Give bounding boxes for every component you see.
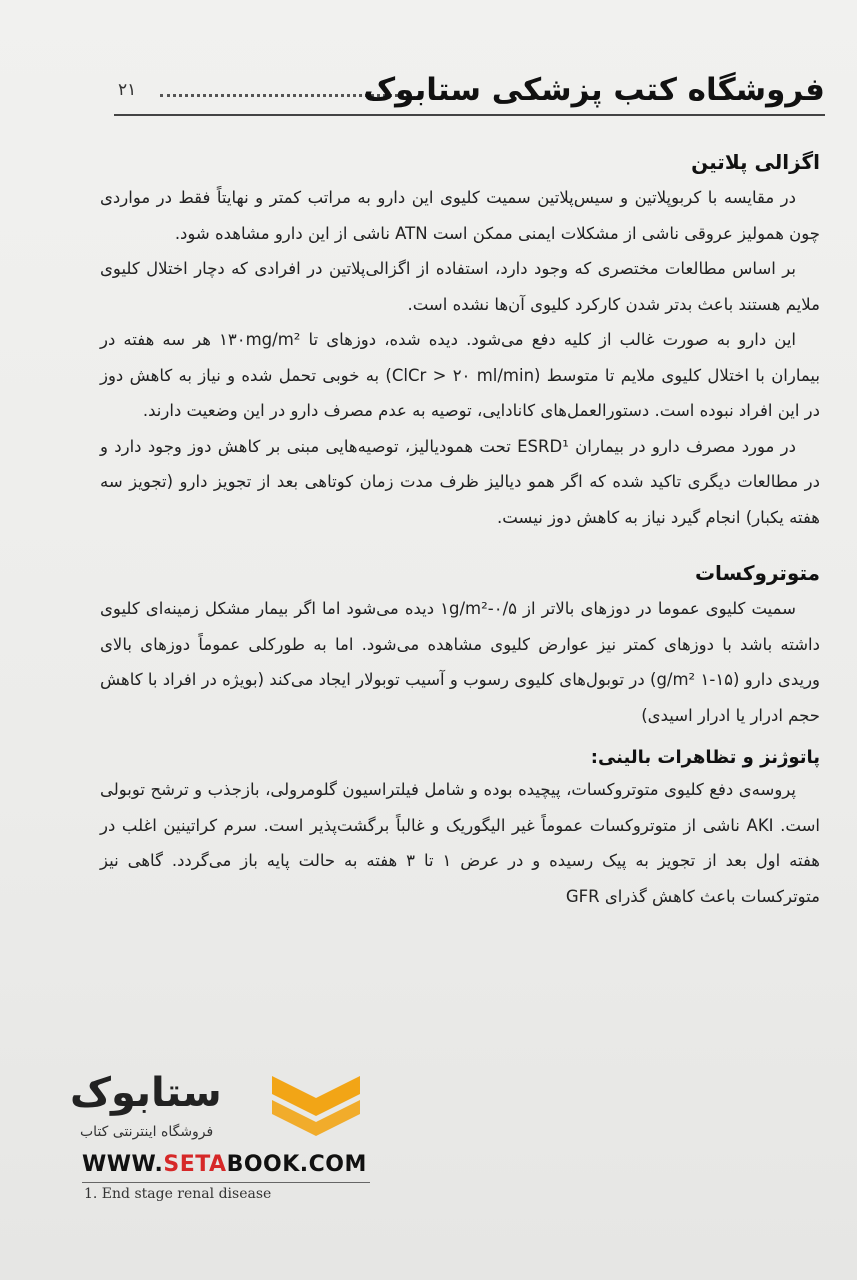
footnote: 1. End stage renal disease <box>84 1186 272 1202</box>
paragraph: این دارو به صورت غالب از کلیه دفع می‌شود. دیده شده، دوزهای تا ۱۳۰mg/m² هر سه هفته در بیماران با اختلال کلیوی ملایم تا متوسط (ClCr > ۲۰ ml/min) به خوبی تحمل شده و نیاز به کاهش دوز در این افراد نبوده است. دستورالعمل‌های کانادایی، توصیه به عدم مصرف دارو در این وضعیت دارند. <box>100 330 820 420</box>
url-suffix: BOOK.COM <box>226 1152 367 1177</box>
website-url <box>82 1152 367 1177</box>
logo-wordmark: ستابوک <box>70 1070 222 1116</box>
header-rule <box>114 114 825 116</box>
page-number: ۲۱ <box>118 80 137 100</box>
page-header <box>100 72 825 112</box>
book-chevron-icon <box>270 1068 362 1138</box>
logo-subtitle: فروشگاه اینترنتی کتاب <box>80 1124 214 1140</box>
page-body <box>100 150 820 914</box>
url-highlight: SETA <box>163 1152 227 1177</box>
section-title-methotrexate: متوتروکسات <box>694 561 820 585</box>
paragraph: پروسه‌ی دفع کلیوی متوتروکسات، پیچیده بوده و شامل فیلتراسیون گلومرولی، بازجذب و ترشح توبولی است. AKI ناشی از متوتروکسات عموماً غیر الیگوریک و غالباً برگشت‌پذیر است. سرم کراتینین اغلب در هفته اول بعد از تجویز به پیک رسیده و در عرض ۱ تا ۳ هفته به حالت پایه باز می‌گردد. گاهی نیز متوترکسات باعث کاهش گذرای GFR <box>100 780 821 906</box>
setabook-logo <box>70 1068 370 1158</box>
brand-watermark-title: فروشگاه کتب پزشکی ستابوک <box>363 72 825 108</box>
paragraph: در مقایسه با کربوپلاتین و سیس‌پلاتین سمیت کلیوی این دارو به مراتب کمتر و نهایتاً فقط در مواردی چون همولیز عروقی ناشی از مشکلات ایمنی ممکن است ATN ناشی از این دارو مشاهده شود. <box>100 188 820 243</box>
section-title-oxaliplatin: اگزالی پلاتین <box>691 150 820 174</box>
url-prefix: WWW. <box>82 1152 164 1177</box>
paragraph: بر اساس مطالعات مختصری که وجود دارد، استفاده از اگزالی‌پلاتین در افرادی که دچار اختلال کلیوی ملایم هستند باعث بدتر شدن کارکرد کلیوی آن‌ها نشده است. <box>100 259 820 314</box>
paragraph: سمیت کلیوی عموما در دوزهای بالاتر از ۰/۵-۱g/m² دیده می‌شود اما اگر بیمار مشکل زمینه‌ای کلیوی داشته باشد با دوزهای کمتر نیز عوارض کلیوی مشاهده می‌شود. اما به طورکلی عموماً دوزهای بالای وریدی دارو (۱۵-۱ g/m²) در توبول‌های کلیوی رسوب و آسیب توبولار ایجاد می‌کند (بویژه در افراد با کاهش حجم ادرار یا ادرار اسیدی) <box>100 599 821 725</box>
footnote-rule <box>82 1182 370 1183</box>
subsection-title-pathogenesis: پاتوژنز و تظاهرات بالینی: <box>590 747 820 768</box>
paragraph: در مورد مصرف دارو در بیماران ESRD¹ تحت همودیالیز، توصیه‌هایی مبنی بر کاهش دوز وجود دارد و در مطالعات دیگری تاکید شده که اگر همو دیالیز ظرف مدت زمان کوتاهی بعد از تجویز دارو (تجویز سه هفته یکبار) انجام گیرد نیاز به کاهش دوز نیست. <box>100 436 820 527</box>
